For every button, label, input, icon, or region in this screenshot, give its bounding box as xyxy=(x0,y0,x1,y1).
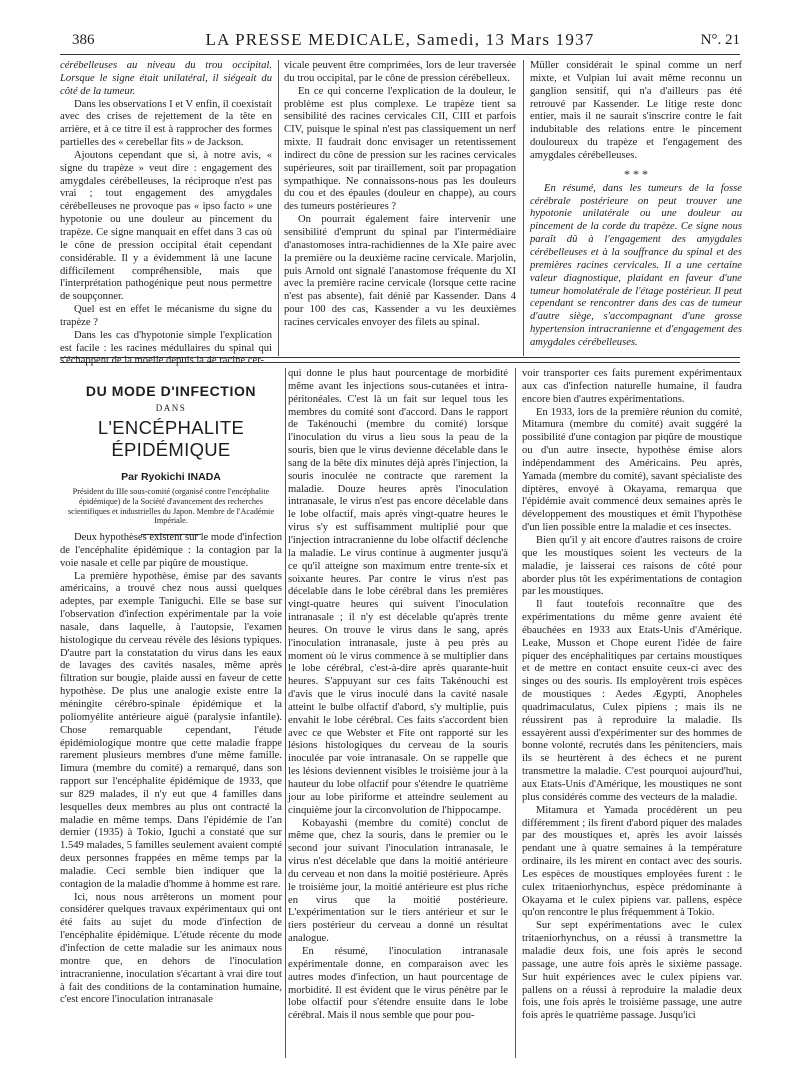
article-column-2 xyxy=(288,368,508,1058)
paragraph: Mitamura et Yamada procédèrent un peu différemment ; ils firent d'abord piquer des malades par des moustiques et, après les avoir laissés pendant une à quatre semaines à la température ordinaire, ils les mirent en contact avec des souris. Les espèces de moustiques employées furent : le culex tritaeniorhynchus, espèce prédominante à Okayama et le culex pipiens var. pallens, espèce qu'on rencontre le plus fréquemment à Tokio. xyxy=(522,804,742,919)
article-title-line-3: L'ENCÉPHALITE ÉPIDÉMIQUE xyxy=(97,417,245,460)
section-double-rule xyxy=(60,357,740,363)
paragraph: Deux hypothèses existent sur le mode d'infection de l'encéphalite épidémique : la contagion par la voie nasale et celle par piqûre de moustique. xyxy=(60,532,282,569)
paragraph: Bien qu'il y ait encore d'autres raisons de croire que les moustiques soient les vecteurs de la maladie, je laisserai ces raisons de côté pour aborder plus tôt les expérimentations de contagion par les moustiques. xyxy=(522,534,742,598)
paragraph: cérébelleuses au niveau du trou occipital. Lorsque le signe était unilatéral, il siégeait du côté de la tumeur. xyxy=(60,60,272,97)
article-heading xyxy=(60,383,282,535)
previous-article-column-3 xyxy=(530,60,742,355)
paragraph: Il faut toutefois reconnaître que des expérimentations du même genre avaient été ébauchées en 1933 aux Etats-Unis d'Amérique. Leake, Musson et Chope eurent l'idée de faire piquer des encéphalitiques par certains moustiques et de mettre en contact ensuite ceux-ci avec des singes ou des souris. Ils employèrent trois espèces de moustiques : Aedes Ægypti, Anopheles quadrimaculatus, Culex pipiens ; mais ils ne réussirent pas à reproduire la maladie. Ils essayèrent aussi d'expérimenter sur des hommes de bonne volonté, recrutés dans les pénitenciers, mais ils se heurtèrent à des échecs et ne purent transmettre la maladie. C'est pourquoi aujourd'hui, aux Etats-Unis d'Amérique, les moustiques ne sont plus considérés comme des vecteurs de la maladie. xyxy=(522,599,742,803)
article-title-line-2: DANS xyxy=(155,403,187,413)
paragraph: En 1933, lors de la première réunion du comité, Mitamura (membre du comité) avait suggéré la possibilité d'une contagion par piqûre de moustique ou d'un autre insecte, hypothèse émise alors indépendamment des Américains. Peu après, Yamada (membre du comité), savant spécialiste des diptères, envoyé à Okayama, remarqua que l'épidémie avait commencé deux semaines après le développement des moustiques et émit l'hypothèse d'un lien possible entre la maladie et ces insectes. xyxy=(522,406,742,534)
paragraph: On pourrait également faire intervenir une sensibilité d'emprunt du spinal par l'intermédiaire d'anastomoses intra-rachidiennes de la XIe paire avec la première ou la deuxième racine cervicale. Marjolin, puis Arnold ont signalé l'anastomose fréquente du XI avec la première racine cervicale (lorsque cette racine n'est pas absente), fait dénié par Kassender. Dans 4 pour 100 des cas, Kassender a vu les deuxièmes racines cervicales envoyer des filets au spinal. xyxy=(284,214,516,328)
section-separator-stars: * * * xyxy=(624,166,648,181)
header-rule xyxy=(60,54,740,55)
article-title-line-1: DU MODE D'INFECTION xyxy=(85,383,257,399)
paragraph: Kobayashi (membre du comité) conclut de même que, chez la souris, dans le premier ou le second jour suivant l'inoculation intranasale, le virus n'est décelable que dans la moitié antérieure du cerveau et non dans la moitié postérieure. Après le troisième jour, la moitié antérieure est plus riche en virus que la moitié postérieure. L'expérimentation sur le tiers antérieur et sur le tiers postérieur du cerveau a donné un résultat analogue. xyxy=(288,817,508,945)
paragraph: Ici, nous nous arrêterons un moment pour considérer quelques travaux expérimentaux qui ont été faits au sujet du mode d'infection de l'encéphalite épidémique. L'étude récente du mode d'infection de cette maladie sur les animaux nous montre que, en dehors de l'inoculation intracranienne, inoculation s'écartant à vrai dire tout à fait des conditions de la contamination humaine, c'est encore l'inoculation intranasale xyxy=(60,891,282,1006)
paragraph: Sur sept expérimentations avec le culex tritaeniorhynchus, on a réussi à transmettre la maladie deux fois, une fois après le second passage, une autre fois après le sixième passage. Sur huit expériences avec le culex pipiens var. pallens on a réussi à reproduire la maladie deux fois, une fois après le troisième passage, une autre fois après le quatrième passage. Jusqu'ici xyxy=(522,920,742,1022)
article-column-3 xyxy=(522,368,742,1058)
paragraph: En ce qui concerne l'explication de la douleur, le problème est plus complexe. Le trapèze tient sa sensibilité des racines cervicales CII, CIII et parfois CIV, puisque le spinal n'est pas classiquement un nerf mixte. Il faudrait donc envisager un retentissement indirect du cône de pression sur les racines cervicales supérieures, soit par tiraillement, soit par propagation sympathique. Ne connaissons-nous pas les douleurs du cou et des épaules (douleur en chappe), au cours des tumeurs postérieures ? xyxy=(284,85,516,213)
page-number: 386 xyxy=(72,32,95,48)
paragraph: Müller considérait le spinal comme un nerf mixte, et Vulpian lui avait même reconnu un ganglion sensitif, qui n'a d'ailleurs pas été retrouvé par Kassender. Le litige reste donc entier, mais il ne saurait s'inscrire contre le fait indubitable des relations entre le pincement douloureux du trapèze et l'engagement des amygdales cérébelleuses. xyxy=(530,60,742,161)
paragraph: vicale peuvent être comprimées, lors de leur traversée du trou occipital, par le cône de pression cérébelleux. xyxy=(284,60,516,84)
previous-article-column-2 xyxy=(284,60,516,355)
paragraph: La première hypothèse, émise par des savants américains, a trouvé chez nous aussi quelques adeptes, par exemple Taniguchi. Elle se base sur l'observation d'infection expérimentale par la voie nasale, dans laquelle, à l'autopsie, l'examen histologique du cerveau révèle des lésions typiques. D'autre part la constatation du virus dans les eaux de lavages des cavités nasales, même après filtration sur bougie, plaide aussi en faveur de cette hypothèse. De plus une analogie existe entre la méningite cérébro-spinale épidémique et la poliomyélite antérieure aiguë (paralysie infantile). Chose remarquable cependant, l'étude épidémiologique montre que cette maladie frappe rarement plusieurs membres d'une même famille. Iimura (membre du comité) a remarqué, dans son rapport sur l'encéphalite épidémique de 1933, que sur 829 malades, il n'y eut que 4 familles dans lesquelles deux membres au plus ont contracté la maladie en même temps. Dans l'épidémie de l'an dernier (1935) à Tokio, Iguchi a constaté que sur 1.549 malades, 5 familles seulement avaient compté deux personnes frappées en même temps par la maladie. Ceci semble bien indiquer que la contagion de la maladie d'homme à homme est rare. xyxy=(60,570,282,890)
journal-title: LA PRESSE MEDICALE, Samedi, 13 Mars 1937 xyxy=(205,30,595,49)
conclusion-paragraph: En résumé, dans les tumeurs de la fosse cérébrale postérieure on peut trouver une hypotonie unilatérale ou une douleur au pincement de la corde du trapèze. Ce signe nous paraît dû à l'engagement des amygdales cérébelleuses et à la souffrance du spinal et des premières racines cervicales. Il a une certaine valeur diagnostique, plaidant en faveur d'une tumeur homolatérale de l'étage postérieur. Il peut cependant se rencontrer dans des cas de tumeur d'autre siège, s'accompagnant d'une grosse hypertension intracranienne et d'engagement des amygdales cérébelleuses. xyxy=(530,182,742,348)
column-divider xyxy=(515,368,516,1058)
paragraph: voir transporter ces faits purement expérimentaux aux cas d'infection naturelle humaine, il faudra encore bien d'autres expérimentations. xyxy=(522,368,742,405)
paragraph: qui donne le plus haut pourcentage de morbidité même avant les injections sous-cutanées et intra-péritonéales. C'est là un fait sur lequel tous les membres du comité sont d'accord. Dans le rapport de Takénouchi (membre du comité) lorsque l'inoculation du virus a lieu sous la peau de la souris, bien que le virus devienne décelable dans le sang de la bête dix minutes déjà après l'injection, la souris inoculée ne contracte que rarement la maladie. Douze heures après l'inoculation intranasale, le virus n'est pas encore décelable dans le lobe olfactif, mais après vingt-quatre heures le virus s'y est suffisamment multiplié pour que l'injection intracranienne du lobe olfactif déclenche la maladie. Le virus continue à augmenter jusqu'à ce qu'il atteigne son maximum entre trente-six et soixante heures. Par contre le virus n'est pas décelable dans le lobe cérébral dans les premières vingt-quatre heures qui suivent l'inoculation intranasale ; il n'y est décelable qu'après trente heures. On trouve le virus dans le sang, après l'inoculation intranasale, juste à peu près au moment où le virus commence à se multiplier dans le lobe cérébral, c'est-à-dire après quarante-huit heures. S'appuyant sur ces faits Takénouchi est d'avis que le virus inoculé dans la cavité nasale atteint le bulbe olfactif d'abord, s'y multiplie, puis envahit le lobe cérébral. Ces faits s'accordent bien avec ce que Webster et Fite ont rapporté sur les lésions histologiques du cerveau de la souris inoculée par voie intranasale. On se rappelle que les lésions deviennent visibles le troisième jour à la hauteur du lobe olfactif pour s'étendre le quatrième jour au lobe piriforme et atteindre seulement au cinquième jour la circonvolution de l'hippocampe. xyxy=(288,368,508,816)
paragraph: Dans les observations I et V enfin, il coexistait avec des crises de rejettement de la tête en arrière, et à ce titre il est à rapprocher des formes partielles des « cerebellar fits » de Jackson. xyxy=(60,98,272,149)
page-header xyxy=(60,30,740,54)
paragraph: Quel est en effet le mécanisme du signe du trapèze ? xyxy=(60,304,272,328)
column-divider xyxy=(278,60,279,356)
author-affiliation: Président du IIIe sous-comité (organisé contre l'encéphalite épidémique) de la Société d'avancement des recherches scientifiques et industrielles du Japon. Membre de l'Académie Impériale. xyxy=(67,487,275,526)
author-byline: Par Ryokichi INADA xyxy=(121,471,221,483)
paragraph: En résumé, l'inoculation intranasale expérimentale donne, en comparaison avec les autres modes d'infection, un haut pourcentage de morbidité. Il est évident que le virus pénètre par le lobe olfactif pour s'étendre ensuite dans le lobe cérébral. Mais il nous semble que pour pou- xyxy=(288,945,508,1022)
column-divider xyxy=(285,368,286,1058)
issue-number: N°. 21 xyxy=(700,32,740,48)
previous-article-column-1 xyxy=(60,60,272,367)
paragraph: Dans les cas d'hypotonie simple l'explication est facile : les racines médullaires du spinal qui s'échappent de la moelle depuis la 4e racine cer- xyxy=(60,329,272,367)
column-divider xyxy=(523,60,524,356)
paragraph: Ajoutons cependant que si, à notre avis, « signe du trapèze » veut dire : engagement des amygdales cérébelleuses, la réciproque n'est pas vrai ; tout engagement des amygdales cérébelleuses ne provoque pas « ipso facto » une hypotonie ou une douleur au pincement du trapèze. Ce signe manquait en effet dans 3 cas où le cône de pression occipital était cependant considérable. Il y a évidemment là une lacune difficilement compréhensible, mais que l'interprétation pathogénique peut nous permettre de soupçonner. xyxy=(60,149,272,303)
article-column-1 xyxy=(60,532,282,1057)
